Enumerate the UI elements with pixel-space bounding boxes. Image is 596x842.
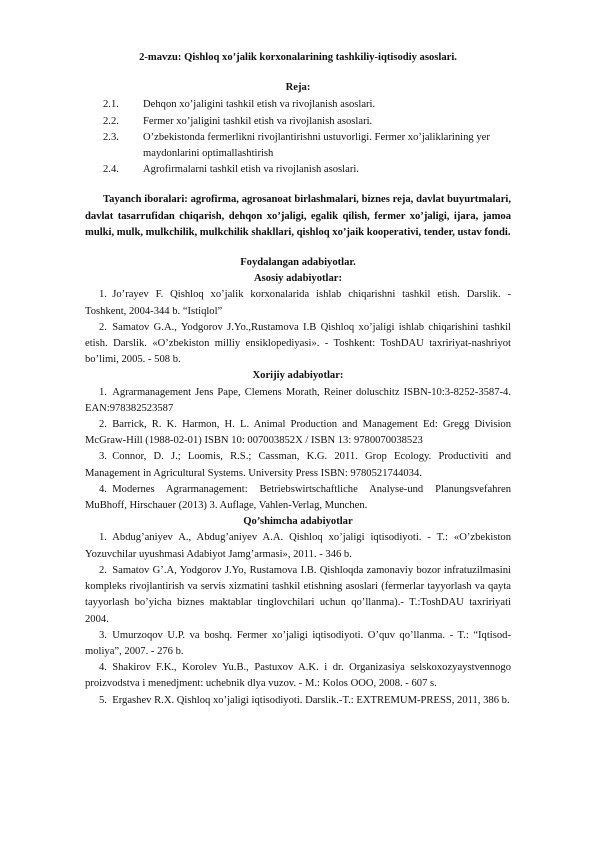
reference-item: 3. Connor, D. J.; Loomis, R.S.; Cassman, K.G. 2011. Grop Ecology. Productiviti and Management in Agricultural Systems. University Press ISBN: 9780521744034. (85, 451, 511, 479)
reference-item: 2. Samatov G.A., Yodgorov J.Yo.,Rustamova I.B Qishloq xo’jaligi ishlab chiqarishini tashkil etish. Darslik. «O’zbekiston milliy ensiklopediyasi». - Toshkent: ToshDAU taxririyat-nashriyot bo’limi, 2005. - 508 b. (85, 321, 511, 366)
document-page (85, 50, 511, 709)
reference-item: 2. Samatov G’.A, Yodgorov J.Yo, Rustamova I.B. Qishloqda zamonaviy bozor infratuzilmasini kompleks rivojlantirish va servis xizmatini tashkil etishning asoslari (fermerlar tayyorlash va qayta tayyorlash bo’yicha biznes maktablar tinglovchilari uchun qo’llanma).- T.:ToshDAU taxririyati 2004. (85, 564, 511, 625)
reference-item: 2. Barrick, R. K. Harmon, H. L. Animal Production and Management Ed: Gregg Division McGraw-Hill (1988-02-01) ISBN 10: 007003852X / ISBN 13: 9780070038523 (85, 419, 511, 447)
reference-item: 1. Jo’rayev F. Qishloq xo’jalik korxonalarida ishlab chiqarishni tashkil etish. Darslik. - Toshkent, 2004-344 b. “Istiqlol” (85, 289, 511, 317)
reference-item: 4. Shakirov F.K., Korolev Yu.B., Pastuxov A.K. i dr. Organizasiya selskoxozyaystvennogo proizvodstva i menedjment: uchebnik dlya vuzov. - M.: Kolos OOO, 2008. - 607 s. (85, 662, 511, 690)
plan-item-text: Agrofirmalarni tashkil etish va rivojlanish asoslari. (143, 164, 359, 176)
plan-item-text: Fermer xo’jaligini tashkil etish va rivojlanish asoslari. (143, 115, 373, 127)
reference-item: 4. Modernes Agrarmanagement: Betriebswirtschaftliche Analyse-und Planungsvefahren MuBhoff, Hirschauer (2013) 3. Auflage, Vahlen-Verlag, Munchen. (85, 483, 511, 512)
foreign-literature-section (85, 368, 511, 514)
section-heading: Qo’shimcha adabiyotlar (243, 516, 353, 528)
plan-item (85, 130, 511, 162)
keywords-paragraph: Tayanch iboralari: agrofirma, agrosanoat birlashmalari, biznes reja, davlat buyurtmalari, davlat tasarrufidan chiqarish, dehqon xo’jaligi, egalik qilish, fermer xo’jaligi, ijara, jamoa mulki, mulk, mulkchilik, mulkchilik shakllari, qishloq xo’jaik kooperativi, tender, ustav fondi. (85, 194, 511, 238)
reference-item: 3. Umurzoqov U.P. va boshq. Fermer xo’jaligi iqtisodiyoti. O’quv qo’llanma. - T.: “Iqtisod-moliya”, 2007. - 276 b. (85, 629, 511, 657)
plan-heading: Reja: (285, 82, 311, 94)
reference-item: 1. Agrarmanagement Jens Pape, Clemens Morath, Reiner doluschitz ISBN-10:3-8252-3587-4. EAN:978382523587 (85, 386, 511, 414)
topic-title: 2-mavzu: Qishloq xo’jalik korxonalarining tashkiliy-iqtisodiy asoslari. (139, 52, 457, 63)
plan-item (85, 114, 511, 130)
plan-item-number: 2.2. (103, 115, 119, 127)
literature-heading: Foydalangan adabiyotlar. (240, 257, 356, 269)
plan-item-number: 2.1. (103, 99, 119, 111)
section-heading: Asosiy adabiyotlar: (254, 273, 342, 285)
plan-item-text: O’zbekistonda fermerlikni rivojlantirishni ustuvorligi. Fermer xo’jaliklarining yer maydonlarini optimallashtirish (143, 131, 490, 160)
plan-item-number: 2.3. (103, 131, 119, 143)
reference-item: 1. Abdug’aniyev A., Abdug’aniyev A.A. Qishloq xo’jaligi iqtisodiyoti. - T.: «O’zbekiston Yozuvchilar uyushmasi Adabiyot Jamg’armasi», 2011. - 346 b. (85, 532, 511, 560)
plan-item (85, 162, 511, 178)
plan-item-text: Dehqon xo’jaligini tashkil etish va rivojlanish asoslari. (143, 99, 376, 111)
additional-literature-section (85, 514, 511, 708)
reference-item: 5. Ergashev R.X. Qishloq xo’jaligi iqtisodiyoti. Darslik.-T.: EXTREMUM-PRESS, 2011, 386 b. (99, 694, 510, 706)
main-literature-section (85, 271, 511, 368)
plan-item-number: 2.4. (103, 164, 119, 176)
plan-item (85, 97, 511, 113)
section-heading: Xorijiy adabiyotlar: (252, 370, 344, 382)
plan-list (85, 97, 511, 178)
